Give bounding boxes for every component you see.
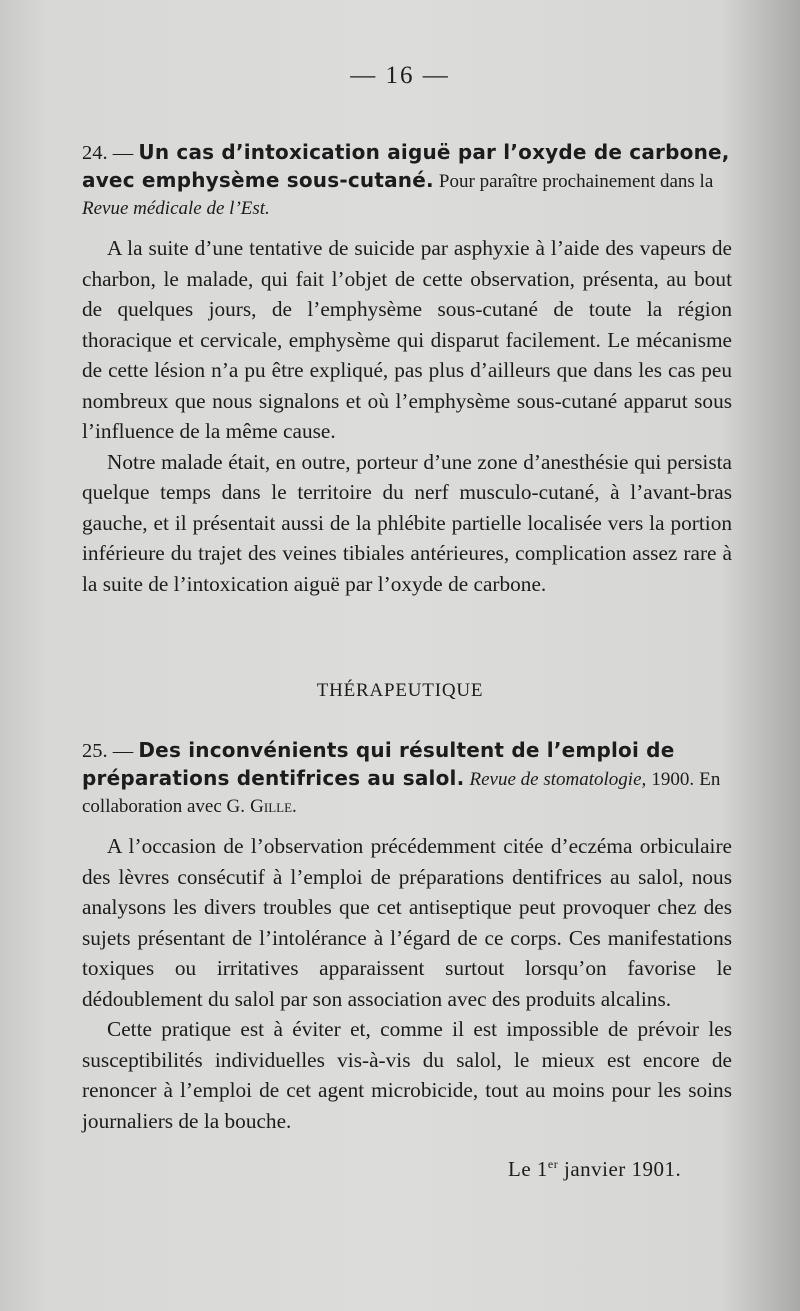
signature-prefix: Le 1 [508, 1157, 548, 1181]
entry-25-source-year: 1900. [651, 769, 695, 790]
entry-24-source-journal: Revue médicale de l’Est. [82, 198, 270, 219]
entry-25 [82, 737, 732, 820]
entry-24-paragraph-2: Notre malade était, en outre, porteur d’une zone d’anesthésie qui persista quelque temps dans le territoire du nerf musculo-cutané, à l’avant-bras gauche, et il présentait aussi de la phlébite partielle localisée vers la portion inférieure du trajet des veines tibiales antérieures, complication assez rare à la suite de l’intoxication aiguë par l’oxyde de carbone. [82, 449, 732, 596]
entry-25-heading [82, 737, 732, 820]
entry-25-title: Des inconvénients qui résultent de l’emploi de préparations dentifrices au salol. [82, 738, 675, 790]
entry-24-heading [82, 139, 732, 222]
entry-25-collab-name: Gille. [250, 796, 297, 817]
signature-date [508, 1157, 681, 1182]
entry-25-collab-prefix: En collaboration avec G. [82, 769, 721, 817]
section-title: THÉRAPEUTIQUE [316, 680, 484, 701]
signature-date-text: janvier 1901. [563, 1157, 682, 1181]
entry-24-body [82, 233, 732, 599]
signature-sup: er [547, 1157, 559, 1171]
page-number: — 16 — [350, 62, 450, 89]
entry-25-body [82, 831, 732, 1136]
entry-25-number: 25. — [82, 740, 134, 762]
entry-24-paragraph-1: A la suite d’une tentative de suicide par asphyxie à l’aide des vapeurs de charbon, le malade, qui fait l’objet de cette observation, présenta, au bout de quelques jours, de l’emphysème sous-cutané de toute la région thoracique et cervicale, emphysème qui disparut facilement. Le mécanisme de cette lésion n’a pu être expliqué, pas plus d’ailleurs que dans les cas peu nombreux que nous signalons et où l’emphysème sous-cutané apparut sous l’influence de la même cause. [82, 236, 732, 443]
entry-24-number: 24. — [82, 142, 134, 164]
entry-25-source-journal: Revue de stomatologie, [469, 769, 647, 790]
entry-25-paragraph-2: Cette pratique est à éviter et, comme il est impossible de prévoir les susceptibilités individuelles vis-à-vis du salol, le mieux est encore de renoncer à l’emploi de cet agent microbicide, tout au moins pour les soins journaliers de la bouche. [82, 1017, 732, 1133]
entry-25-paragraph-1: A l’occasion de l’observation précédemment citée d’eczéma orbiculaire des lèvres consécutif à l’emploi de préparations dentifrices au salol, nous analysons les divers troubles que cet antiseptique peut provoquer chez des sujets présentant de l’intolérance à l’égard de ce corps. Ces manifestations toxiques ou irritatives apparaissent surtout lorsqu’on favorise le dédoublement du salol par son association avec des produits alcalins. [82, 834, 732, 1011]
entry-24-source-prefix: Pour paraître prochainement dans la [438, 171, 714, 192]
entry-24 [82, 139, 732, 222]
entry-24-title: Un cas d’intoxication aiguë par l’oxyde de carbone, avec emphysème sous-cutané. [82, 140, 730, 192]
